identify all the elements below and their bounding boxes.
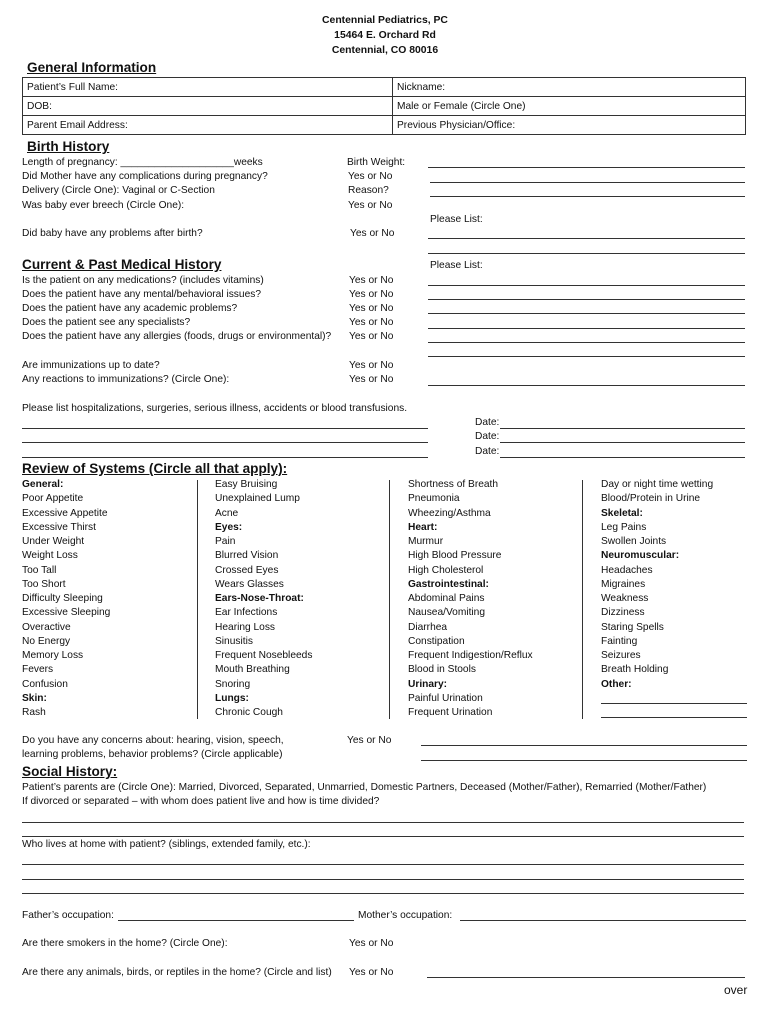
- ros-symptom[interactable]: Pain: [215, 536, 236, 547]
- ros-symptom[interactable]: Under Weight: [22, 536, 85, 547]
- ros-category-header: Skin:: [22, 692, 47, 704]
- social-who-lives-line-2[interactable]: [22, 879, 744, 880]
- ros-symptom[interactable]: Diarrhea: [408, 621, 448, 633]
- ros-symptom[interactable]: Sinusitis: [215, 635, 253, 647]
- ros-title: Review of Systems (Circle all that apply):: [22, 461, 288, 476]
- hosp-line-2[interactable]: [22, 442, 428, 443]
- medical-q-medications: Is the patient on any medications? (includes vitamins): [22, 275, 264, 286]
- hosp-line-3[interactable]: [22, 457, 428, 458]
- father-occupation-label: Father’s occupation:: [22, 910, 114, 921]
- ros-symptom[interactable]: Fevers: [22, 664, 54, 676]
- ros-symptom[interactable]: Overactive: [22, 621, 71, 633]
- birth-reason-label: Reason?: [348, 185, 389, 196]
- ros-symptom[interactable]: Confusion: [22, 678, 68, 690]
- mother-occupation-label: Mother’s occupation:: [358, 910, 453, 921]
- ros-symptom[interactable]: Mouth Breathing: [215, 664, 290, 676]
- medical-q-allergies: Does the patient have any allergies (foods, drugs or environmental)?: [22, 331, 332, 342]
- ros-divider-2: [389, 480, 390, 719]
- birth-please-list: Please List:: [430, 214, 483, 225]
- ros-symptom[interactable]: Too Tall: [22, 564, 57, 576]
- ros-column-1: [22, 478, 110, 720]
- ros-symptom[interactable]: Frequent Urination: [408, 707, 493, 718]
- ros-symptom[interactable]: Pneumonia: [408, 493, 460, 505]
- general-info-title: General Information: [27, 60, 157, 75]
- ros-category-header: Lungs:: [215, 692, 249, 704]
- medical-immunizations-yes-no[interactable]: Yes or No: [349, 360, 394, 371]
- medical-allergies-yes-no[interactable]: Yes or No: [349, 331, 394, 342]
- hosp-line-1[interactable]: [22, 428, 428, 429]
- social-parents-label: Patient’s parents are (Circle One): Married, Divorced, Separated, Unmarried, Domestic Partners, Deceased (Mother/Father), Remarried (Mother/Father): [22, 782, 707, 793]
- medical-q-specialists: Does the patient see any specialists?: [22, 317, 191, 328]
- animals-yes-no[interactable]: Yes or No: [349, 967, 394, 978]
- ros-symptom[interactable]: Chronic Cough: [215, 707, 283, 718]
- practice-address-line2: Centennial, CO 80016: [331, 45, 439, 56]
- ros-symptom[interactable]: Unexplained Lump: [215, 493, 300, 505]
- medical-list-line-2[interactable]: [428, 299, 745, 300]
- ros-symptom[interactable]: Snoring: [215, 678, 251, 690]
- ros-other-line-1[interactable]: [601, 703, 747, 704]
- ros-symptom[interactable]: Crossed Eyes: [215, 564, 279, 576]
- birth-history-title: Birth History: [27, 139, 110, 154]
- ros-symptom[interactable]: Weight Loss: [22, 550, 78, 562]
- ros-category-header: Other:: [601, 678, 632, 690]
- birth-q-complications: Did Mother have any complications during pregnancy?: [22, 171, 268, 182]
- ros-symptom[interactable]: Staring Spells: [601, 621, 664, 633]
- medical-medications-yes-no[interactable]: Yes or No: [349, 275, 394, 286]
- ros-symptom[interactable]: Ear Infections: [215, 607, 278, 619]
- ros-category-header: Gastrointestinal:: [408, 578, 489, 590]
- smokers-label: Are there smokers in the home? (Circle One):: [22, 938, 228, 949]
- ros-other-line-2[interactable]: [601, 717, 747, 718]
- sex-field[interactable]: [393, 97, 746, 116]
- general-info-table: [22, 77, 746, 135]
- nickname-label: Nickname:: [397, 81, 446, 93]
- ros-column-4: [601, 478, 713, 692]
- medical-academic-yes-no[interactable]: Yes or No: [349, 303, 394, 314]
- ros-symptom[interactable]: Acne: [215, 507, 239, 519]
- social-history-title: Social History:: [22, 764, 118, 779]
- ros-symptom[interactable]: Day or night time wetting: [601, 479, 714, 490]
- birth-q-problems: Did baby have any problems after birth?: [22, 228, 203, 239]
- ros-symptom[interactable]: Wheezing/Asthma: [408, 507, 491, 519]
- concerns-label-2: learning problems, behavior problems? (Circle applicable): [22, 749, 283, 760]
- medical-list-line-4[interactable]: [428, 328, 745, 329]
- practice-address-line1: 15464 E. Orchard Rd: [334, 30, 436, 41]
- birth-problems-line-1[interactable]: [428, 238, 745, 239]
- ros-symptom[interactable]: Blurred Vision: [215, 550, 279, 562]
- ros-symptom[interactable]: Migraines: [601, 578, 646, 590]
- full-name-field[interactable]: [23, 78, 393, 97]
- ros-symptom[interactable]: Swollen Joints: [601, 536, 667, 547]
- ros-symptom[interactable]: Blood/Protein in Urine: [601, 493, 701, 505]
- hosp-date-line-2[interactable]: [500, 442, 745, 443]
- prev-physician-field[interactable]: [393, 116, 746, 135]
- full-name-label: Patient’s Full Name:: [27, 81, 118, 93]
- ros-symptom[interactable]: Excessive Sleeping: [22, 607, 111, 619]
- birth-complications-line[interactable]: [430, 182, 745, 183]
- ros-symptom[interactable]: Abdominal Pains: [408, 593, 485, 604]
- ros-symptom[interactable]: Shortness of Breath: [408, 479, 499, 490]
- ros-category-header: Neuromuscular:: [601, 550, 680, 562]
- ros-symptom[interactable]: Dizziness: [601, 607, 645, 619]
- ros-symptom[interactable]: Painful Urination: [408, 692, 483, 704]
- concerns-label-1: Do you have any concerns about: hearing, vision, speech,: [22, 735, 284, 746]
- hosp-date-label-1: Date:: [475, 417, 500, 428]
- animals-line[interactable]: [427, 977, 745, 978]
- social-divorced-line-1[interactable]: [22, 822, 744, 823]
- ros-symptom[interactable]: Fainting: [601, 635, 638, 647]
- ros-symptom[interactable]: Excessive Appetite: [22, 507, 108, 519]
- birth-reason-line[interactable]: [430, 196, 745, 197]
- medical-list-line-1[interactable]: [428, 285, 745, 286]
- social-who-lives-label: Who lives at home with patient? (siblings, extended family, etc.):: [22, 839, 311, 850]
- medical-reactions-line[interactable]: [428, 385, 745, 386]
- ros-symptom[interactable]: Leg Pains: [601, 521, 647, 533]
- ros-category-header: Heart:: [408, 521, 438, 533]
- medical-list-line-6[interactable]: [428, 356, 745, 357]
- medical-specialists-yes-no[interactable]: Yes or No: [349, 317, 394, 328]
- ros-symptom[interactable]: High Blood Pressure: [408, 550, 502, 562]
- practice-name: Centennial Pediatrics, PC: [322, 15, 448, 26]
- birth-problems-line-2[interactable]: [428, 253, 745, 254]
- ros-category-header: Ears-Nose-Throat:: [215, 593, 304, 604]
- ros-symptom[interactable]: Nausea/Vomiting: [408, 607, 486, 619]
- birth-problems-yes-no[interactable]: Yes or No: [350, 228, 395, 239]
- medical-q-academic: Does the patient have any academic problems?: [22, 303, 238, 314]
- ros-divider-1: [197, 480, 198, 719]
- ros-symptom[interactable]: Constipation: [408, 635, 465, 647]
- over-label: over: [724, 983, 748, 997]
- ros-symptom[interactable]: Difficulty Sleeping: [22, 593, 103, 604]
- ros-divider-3: [582, 480, 583, 719]
- social-divorced-line-2[interactable]: [22, 836, 744, 837]
- ros-symptom[interactable]: Excessive Thirst: [22, 521, 96, 533]
- medical-list-line-5[interactable]: [428, 342, 745, 343]
- ros-category-header: Eyes:: [215, 521, 243, 533]
- social-divorced-label: If divorced or separated – with whom does patient live and how is time divided?: [22, 796, 380, 807]
- medical-q-immunizations: Are immunizations up to date?: [22, 360, 160, 371]
- social-who-lives-line-3[interactable]: [22, 893, 744, 894]
- ros-column-2: [215, 478, 312, 720]
- ros-category-header: General:: [22, 479, 64, 490]
- concerns-line-1[interactable]: [421, 745, 747, 746]
- birth-breech-yes-no[interactable]: Yes or No: [348, 200, 393, 211]
- ros-symptom[interactable]: Weakness: [601, 593, 649, 604]
- ros-symptom[interactable]: Poor Appetite: [22, 493, 84, 505]
- birth-weight-line[interactable]: [428, 167, 745, 168]
- email-field[interactable]: [23, 116, 393, 135]
- birth-q-delivery: Delivery (Circle One): Vaginal or C-Section: [22, 185, 215, 196]
- nickname-field[interactable]: [393, 78, 746, 97]
- smokers-yes-no[interactable]: Yes or No: [349, 938, 394, 949]
- ros-symptom[interactable]: Too Short: [22, 578, 66, 590]
- ros-category-header: Urinary:: [408, 678, 448, 690]
- medical-reactions-yes-no[interactable]: Yes or No: [349, 374, 394, 385]
- ros-symptom[interactable]: Seizures: [601, 650, 641, 661]
- ros-symptom[interactable]: Blood in Stools: [408, 664, 476, 676]
- medical-history-title: Current & Past Medical History: [22, 257, 222, 272]
- dob-label: DOB:: [27, 100, 52, 112]
- birth-weight-label: Birth Weight:: [347, 157, 406, 168]
- ros-symptom[interactable]: Hearing Loss: [215, 621, 276, 633]
- ros-symptom[interactable]: Frequent Nosebleeds: [215, 650, 313, 661]
- ros-symptom[interactable]: Rash: [22, 707, 46, 718]
- email-label: Parent Email Address:: [27, 119, 128, 131]
- animals-label: Are there any animals, birds, or reptiles in the home? (Circle and list): [22, 967, 332, 978]
- mother-occupation-line[interactable]: [460, 920, 746, 921]
- ros-symptom[interactable]: Headaches: [601, 564, 653, 576]
- ros-symptom[interactable]: Frequent Indigestion/Reflux: [408, 650, 533, 661]
- ros-column-3: [408, 478, 533, 720]
- concerns-line-2[interactable]: [421, 760, 747, 761]
- prev-physician-label: Previous Physician/Office:: [397, 119, 516, 131]
- ros-category-header: Skeletal:: [601, 507, 643, 519]
- birth-q-length: Length of pregnancy: ____________________weeks: [22, 157, 263, 168]
- ros-symptom[interactable]: Wears Glasses: [215, 578, 284, 590]
- father-occupation-line[interactable]: [118, 920, 354, 921]
- ros-symptom[interactable]: High Cholesterol: [408, 564, 484, 576]
- hosp-date-label-3: Date:: [475, 446, 500, 457]
- social-who-lives-line-1[interactable]: [22, 864, 744, 865]
- ros-symptom[interactable]: Memory Loss: [22, 650, 84, 661]
- hospitalizations-label: Please list hospitalizations, surgeries, serious illness, accidents or blood transfusions.: [22, 403, 408, 414]
- hosp-date-label-2: Date:: [475, 431, 500, 442]
- sex-label: Male or Female (Circle One): [397, 100, 526, 112]
- medical-list-line-3[interactable]: [428, 313, 745, 314]
- ros-symptom[interactable]: Murmur: [408, 536, 444, 547]
- hosp-date-line-1[interactable]: [500, 428, 745, 429]
- medical-please-list: Please List:: [430, 260, 483, 271]
- ros-symptom[interactable]: Easy Bruising: [215, 479, 278, 490]
- medical-behavioral-yes-no[interactable]: Yes or No: [349, 289, 394, 300]
- birth-complications-yes-no[interactable]: Yes or No: [348, 171, 393, 182]
- medical-q-reactions: Any reactions to immunizations? (Circle One):: [22, 374, 230, 385]
- concerns-yes-no[interactable]: Yes or No: [347, 735, 392, 746]
- birth-q-breech: Was baby ever breech (Circle One):: [22, 200, 185, 211]
- ros-symptom[interactable]: Breath Holding: [601, 664, 669, 676]
- ros-symptom[interactable]: No Energy: [22, 635, 71, 647]
- dob-field[interactable]: [23, 97, 393, 116]
- medical-q-behavioral: Does the patient have any mental/behavioral issues?: [22, 289, 261, 300]
- hosp-date-line-3[interactable]: [500, 457, 745, 458]
